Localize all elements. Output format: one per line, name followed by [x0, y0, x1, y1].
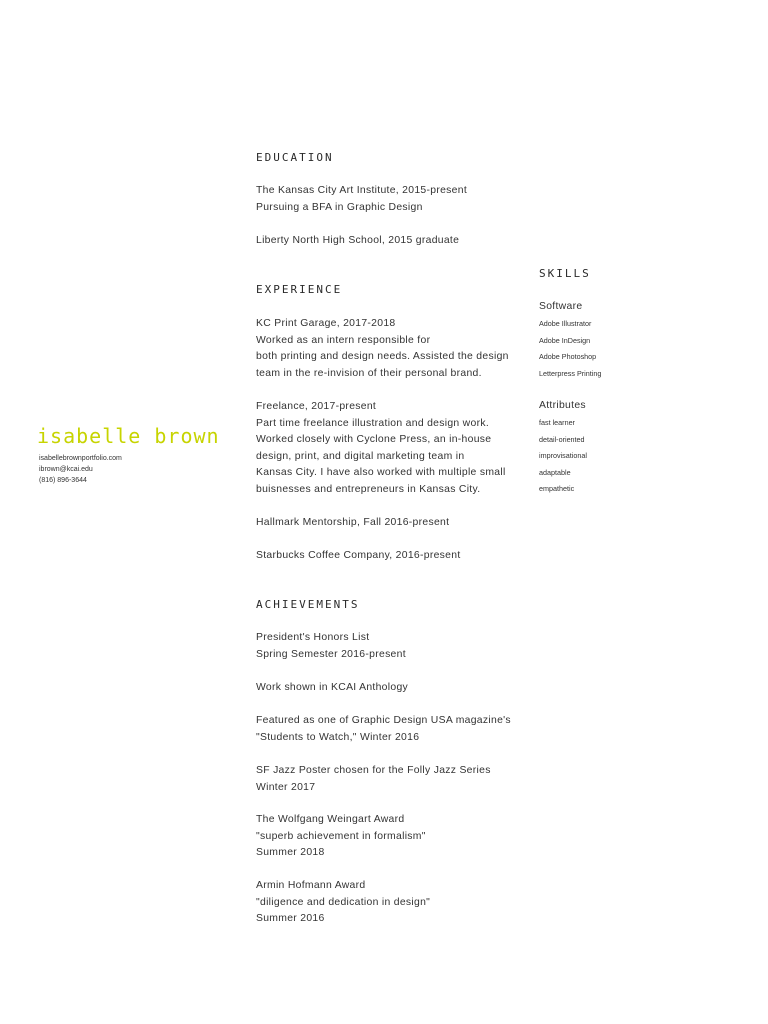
contact-email: ibrown@kcai.edu	[39, 466, 93, 473]
contact-block	[39, 453, 122, 486]
entry-line: Worked closely with Cyclone Press, an in-house	[256, 434, 492, 445]
attributes-list	[539, 415, 587, 498]
achievement-entry	[256, 812, 426, 862]
software-item: Letterpress Printing	[539, 368, 602, 378]
entry-line: The Kansas City Art Institute, 2015-present	[256, 185, 468, 196]
entry-line: Work shown in KCAI Anthology	[256, 682, 409, 693]
education-entry	[256, 183, 467, 216]
entry-line: both printing and design needs. Assisted the design	[256, 351, 509, 362]
experience-entry	[256, 548, 461, 565]
entry-line: Summer 2018	[256, 847, 325, 858]
attribute-item: fast learner	[539, 418, 575, 427]
skills-heading: SKILLS	[539, 267, 591, 280]
experience-heading: EXPERIENCE	[256, 283, 343, 296]
entry-line: design, print, and digital marketing team in	[256, 450, 465, 462]
experience-entry	[256, 515, 449, 532]
achievement-entry	[256, 630, 406, 663]
entry-line: Spring Semester 2016-present	[256, 648, 406, 660]
achievement-entry	[256, 763, 491, 796]
entry-line: Starbucks Coffee Company, 2016-present	[256, 550, 461, 561]
software-list	[539, 316, 601, 382]
attribute-item: adaptable	[539, 467, 571, 477]
attribute-item: improvisational	[539, 451, 587, 461]
entry-line: Hallmark Mentorship, Fall 2016-present	[256, 517, 450, 528]
software-label: Software	[539, 301, 583, 312]
entry-line: Kansas City. I have also worked with multiple small	[256, 467, 506, 478]
education-entry	[256, 233, 459, 250]
entry-line: "superb achievement in formalism"	[256, 830, 426, 842]
entry-line: Armin Hofmann Award	[256, 880, 366, 891]
software-item: Adobe Photoshop	[539, 352, 597, 362]
entry-line: President's Honors List	[256, 632, 370, 643]
software-item: Adobe Illustrator	[539, 319, 592, 328]
attribute-item: empathetic	[539, 484, 575, 494]
contact-website: isabellebrownportfolio.com	[39, 455, 122, 462]
achievements-heading: ACHIEVEMENTS	[256, 598, 360, 611]
entry-line: "diligence and dedication in design"	[256, 896, 431, 908]
entry-line: Winter 2017	[256, 781, 316, 793]
experience-entry	[256, 316, 509, 382]
achievement-entry	[256, 878, 430, 928]
entry-line: Featured as one of Graphic Design USA magazine's	[256, 715, 511, 726]
name-title: isabelle brown	[37, 424, 220, 448]
achievement-entry	[256, 680, 408, 697]
education-heading: EDUCATION	[256, 151, 334, 164]
entry-line: Pursuing a BFA in Graphic Design	[256, 201, 423, 213]
contact-phone: (816) 896-3644	[39, 477, 87, 484]
entry-line: The Wolfgang Weingart Award	[256, 814, 405, 825]
entry-line: KC Print Garage, 2017-2018	[256, 318, 396, 329]
entry-line: Worked as an intern responsible for	[256, 334, 431, 346]
software-item: Adobe InDesign	[539, 335, 591, 345]
entry-line: "Students to Watch," Winter 2016	[256, 731, 420, 743]
entry-line: Liberty North High School, 2015 graduate	[256, 235, 460, 246]
entry-line: Freelance, 2017-present	[256, 401, 377, 412]
entry-line: SF Jazz Poster chosen for the Folly Jazz Series	[256, 765, 491, 776]
entry-line: Summer 2016	[256, 913, 325, 924]
entry-line: team in the re-invision of their personal brand.	[256, 367, 482, 379]
achievement-entry	[256, 713, 511, 746]
attributes-label: Attributes	[539, 400, 586, 411]
entry-line: Part time freelance illustration and design work.	[256, 417, 490, 429]
attribute-item: detail-oriented	[539, 434, 585, 444]
entry-line: buisnesses and entrepreneurs in Kansas City.	[256, 483, 481, 495]
experience-entry	[256, 399, 506, 498]
